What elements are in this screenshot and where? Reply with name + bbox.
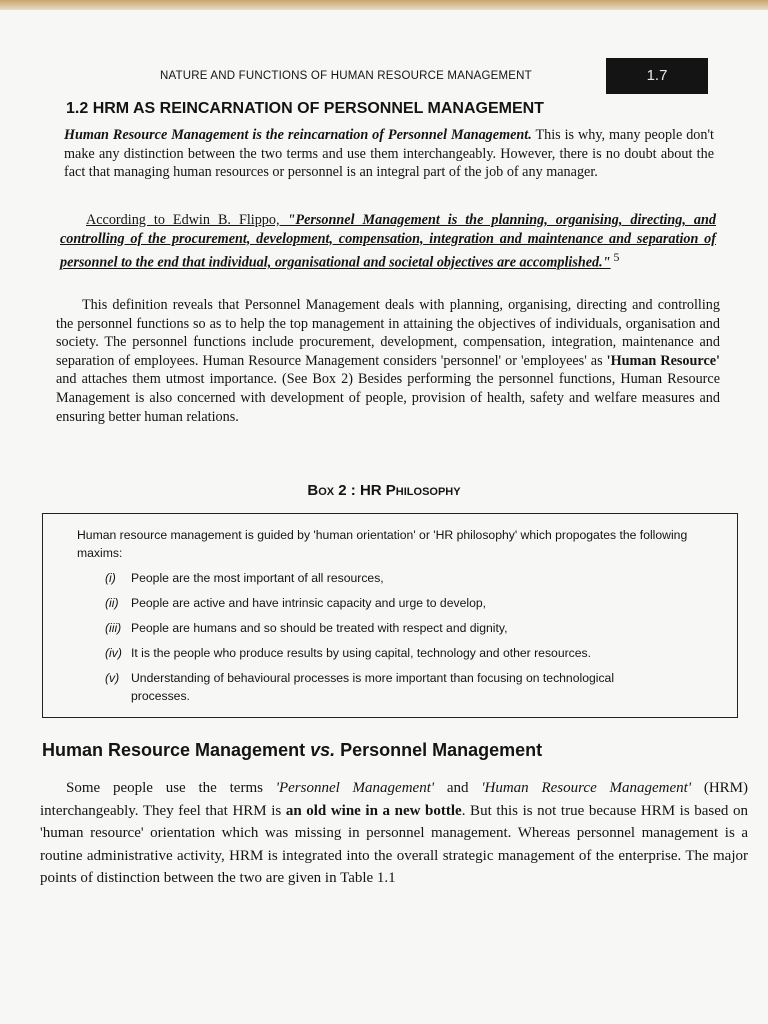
maxim-text: Understanding of behavioural processes is more important than focusing on technological xyxy=(131,671,615,685)
flippo-quote: "Personnel Management is the planning, organising, directing, and controlling of the procurement, development, compensation, integration and maintenance and separation of personnel to the end that individual, organisational and societal objectives are accomplished." xyxy=(60,212,716,271)
maxim-item xyxy=(105,669,725,705)
paragraph-text: This definition reveals that Personnel Management deals with planning, organising, directing and controlling the personnel functions so as to help the top management in attaining the objectives of individuals, organisation and society. The personnel functions include procurement, development, compensation, integration, maintenance and separation of employees. Human Resource Management considers 'personnel' or 'employees' as xyxy=(56,297,720,369)
maxim-number: (v) xyxy=(105,671,120,685)
maxim-text: It is the people who produce results by using capital, technology and other resources. xyxy=(131,646,592,660)
paragraph-text: . But this is not true because HRM is based on 'human resource' orientation which was missing in personnel management. Whereas personnel management is a routine administrative activity, HRM is integrated into the overall strategic management of the enterprise. The major points of distinction between the two are given in Table 1.1 xyxy=(40,802,749,887)
maxim-number: (i) xyxy=(105,571,116,585)
page-top-edge xyxy=(0,0,768,10)
paragraph-text: and attaches them utmost importance. (See Box 2) Besides performing the personnel functions, Human Resource Management is also concerned with development of people, provision of health, safety and welfare measures and ensuring better human relations. xyxy=(56,371,720,425)
footnote-marker: 5 xyxy=(610,250,620,265)
paragraph-text: and xyxy=(434,780,482,796)
maxim-number: (iii) xyxy=(105,621,122,635)
maxim-text: People are humans and so should be treated with respect and dignity, xyxy=(131,621,508,635)
hr-philosophy-box xyxy=(42,513,738,718)
paragraph-comparison xyxy=(40,777,748,890)
bold-term: 'Human Resource' xyxy=(606,352,720,369)
maxim-item xyxy=(105,644,725,662)
heading-vs: vs. xyxy=(310,740,336,760)
bold-phrase: an old wine in a new bottle xyxy=(285,802,462,819)
maxim-text: People are active and have intrinsic capacity and urge to develop, xyxy=(131,596,487,610)
heading-part: Personnel Management xyxy=(335,740,543,760)
box-title: Box 2 : HR Philosophy xyxy=(307,482,461,499)
paragraph-reincarnation xyxy=(64,126,714,182)
section-heading: 1.2 HRM AS REINCARNATION OF PERSONNEL MANAGEMENT xyxy=(66,100,544,117)
page-number: 1.7 xyxy=(606,58,708,94)
paragraph-flippo-definition xyxy=(60,211,716,273)
maxim-text-continued: processes. xyxy=(131,689,190,703)
paragraph-text: This is why, many people don't make any distinction between the two terms and use them interchangeably. However, there is no doubt about the fact that managing human resources or personnel is an integral part of the job of any manager. xyxy=(64,127,714,181)
box-intro: Human resource management is guided by 'human orientation' or 'HR philosophy' which propogates the following maxims: xyxy=(77,528,688,560)
maxim-item xyxy=(105,569,725,587)
italic-lead: Human Resource Management is the reincarnation of Personnel Management. xyxy=(64,127,532,143)
paragraph-definition-explanation xyxy=(56,296,720,426)
maxim-item xyxy=(105,594,725,612)
heading-part: Human Resource Management xyxy=(42,740,311,760)
maxim-text: People are the most important of all resources, xyxy=(131,571,384,585)
running-header xyxy=(160,58,708,96)
paragraph-text: (HRM) interchangeably. They feel that HRM is xyxy=(40,780,748,819)
running-title: NATURE AND FUNCTIONS OF HUMAN RESOURCE MANAGEMENT xyxy=(160,70,532,82)
paragraph-text: Some people use the terms xyxy=(66,780,276,796)
italic-term: 'Personnel Management' xyxy=(275,780,435,796)
quote-lead: According to Edwin B. Flippo, xyxy=(86,212,288,228)
maxim-number: (iv) xyxy=(105,646,122,660)
maxim-number: (ii) xyxy=(105,596,119,610)
maxim-item xyxy=(105,619,725,637)
italic-term: 'Human Resource Management' xyxy=(481,780,692,796)
comparison-heading xyxy=(42,740,542,761)
